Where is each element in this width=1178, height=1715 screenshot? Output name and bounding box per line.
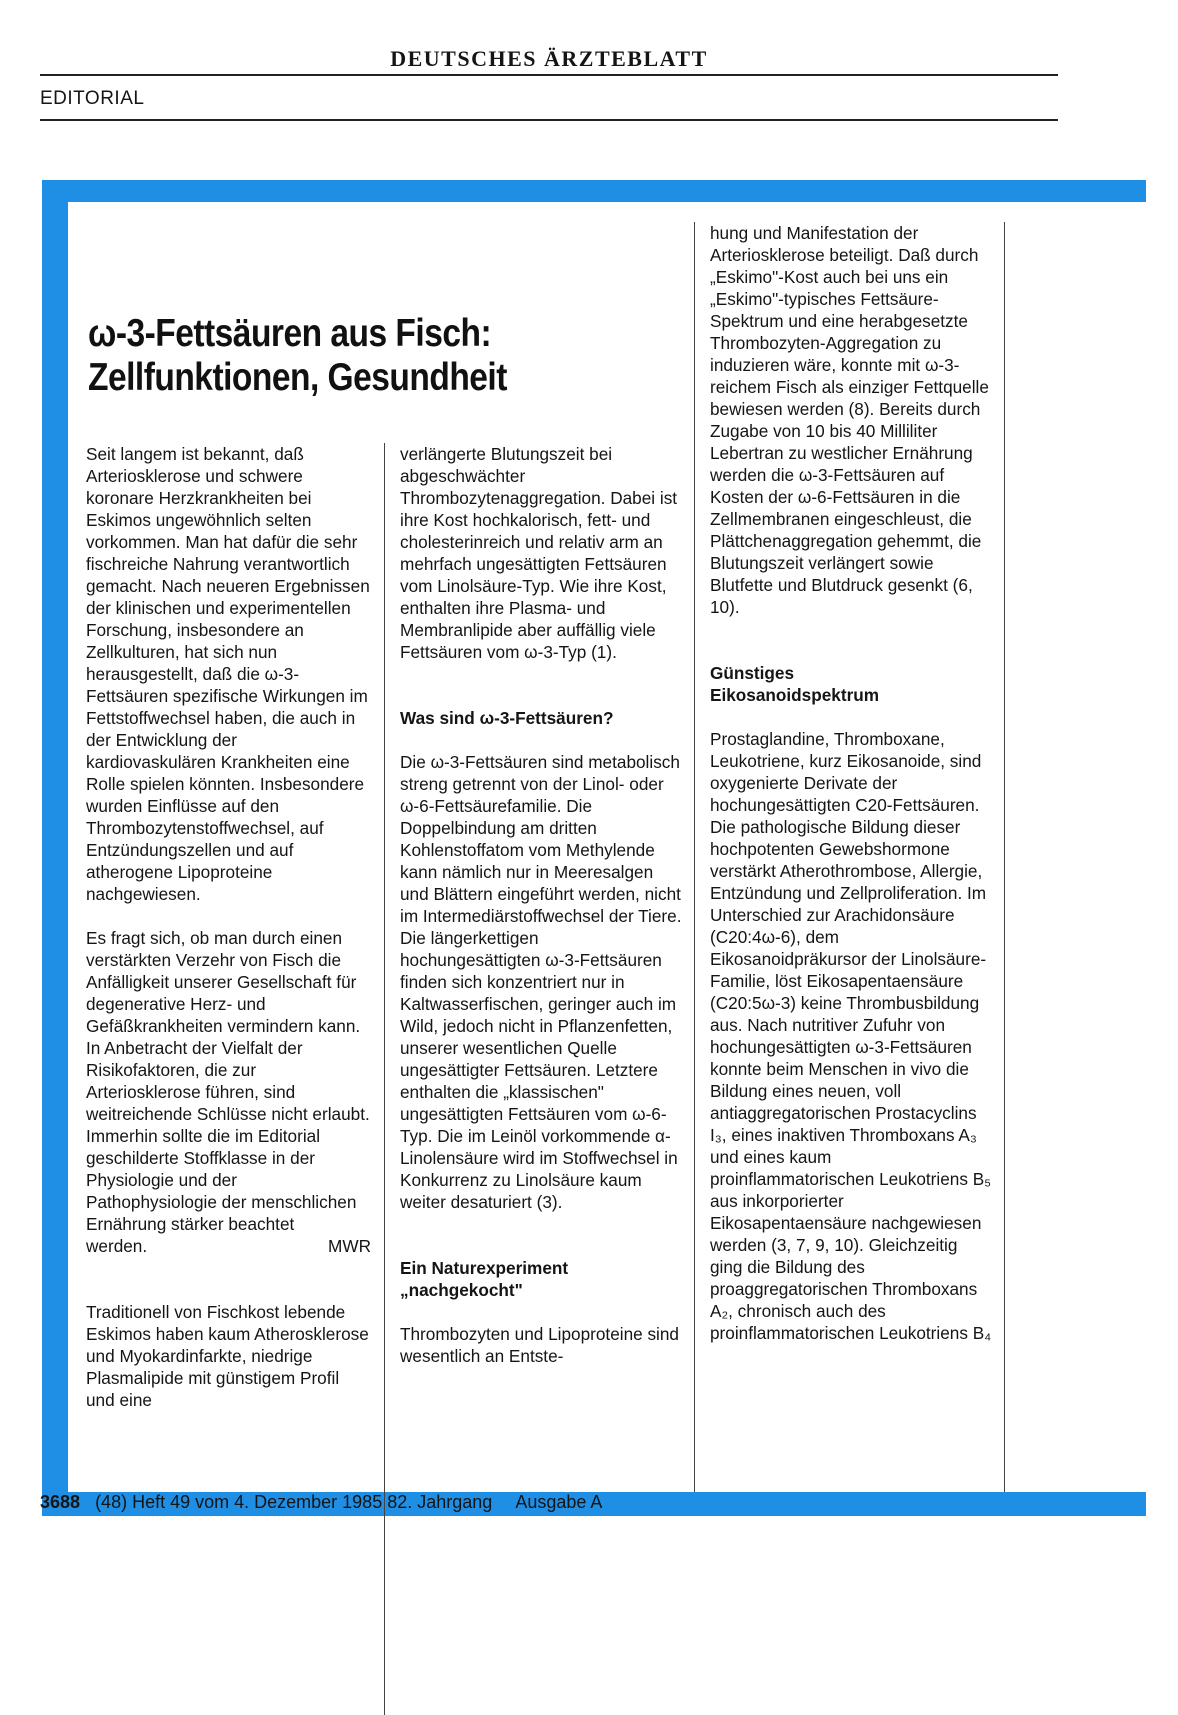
intro-paragraph-2-end: werden. xyxy=(86,1236,148,1256)
column-divider-3 xyxy=(1004,222,1005,1492)
column-divider-1 xyxy=(384,443,385,1715)
intro-paragraph-2: Es fragt sich, ob man durch einen verstärkten Verzehr von Fisch die Anfälligkeit unserer Gesellschaft für degenerative Herz- und Gefäßkrankheiten vermindern kann. In Anbetracht der Vielfalt der Risikofaktoren, die zur Arteriosklerose führen, sind weitreichende Schlüsse nicht erlaubt. Immerhin sollte die im Editorial geschilderte Stoffklasse in der Physiologie und der Pathophysiologie der menschlichen Ernährung stärker beachtet xyxy=(86,928,370,1234)
author-signature: MWR xyxy=(328,1236,371,1256)
article-headline xyxy=(88,312,570,400)
intro-paragraph-1: Seit langem ist bekannt, daß Arteriosklerose und schwere koronare Herzkrankheiten bei Eskimos ungewöhnlich selten vorkommen. Man hat dafür die sehr fischreiche Nahrung verantwortlich gemacht. Nach neueren Ergebnissen der klinischen und experimentellen Forschung, insbesondere an Zellkulturen, hat sich nun herausgestellt, daß die ω-3-Fettsäuren spezifische Wirkungen im Fettstoffwechsel haben, die auch in der Entwicklung der kardiovaskulären Krankheiten eine Rolle spielen könnten. Insbesondere wurden Einflüsse auf den Thrombozytenstoffwechsel, auf Entzündungszellen und auf atherogene Lipoproteine nachgewiesen. xyxy=(86,444,370,904)
edition-label: Ausgabe A xyxy=(515,1492,603,1512)
body-paragraph-1: Traditionell von Fischkost lebende Eskimos haben kaum Atherosklerose und Myokardinfarkte, niedrige Plasmalipide mit günstigem Profil und eine xyxy=(86,1302,369,1410)
subheading-eikosanoid xyxy=(710,662,994,706)
masthead-rule xyxy=(40,74,1058,76)
subheading-naturexperiment xyxy=(400,1257,682,1301)
body-paragraph-2: verlängerte Blutungszeit bei abgeschwächter Thrombozytenaggregation. Dabei ist ihre Kost hochkalorisch, fett- und cholesterinreich und relativ arm an mehrfach ungesättigten Fettsäuren vom Linolsäure-Typ. Wie ihre Kost, enthalten ihre Plasma- und Membranlipide aber auffällig viele Fettsäuren vom ω-3-Typ (1). xyxy=(400,444,678,662)
body-paragraph-5: hung und Manifestation der Arteriosklerose beteiligt. Daß durch „Eskimo"-Kost auch bei uns ein „Eskimo"-typisches Fettsäure-Spektrum und eine herabgesetzte Thrombozyten-Aggregation zu induzieren wäre, konnte mit ω-3-reichem Fisch als einziger Fettquelle bewiesen werden (8). Bereits durch Zugabe von 10 bis 40 Milliliter Lebertran zu westlicher Ernährung werden die ω-3-Fettsäuren auf Kosten der ω-6-Fettsäuren in die Zellmembranen eingeschleust, die Plättchenaggregation gehemmt, die Blutungszeit verlängert sowie Blutfette und Blutdruck gesenkt (6, 10). xyxy=(710,223,989,617)
body-paragraph-3: Die ω-3-Fettsäuren sind metabolisch streng getrennt von der Linol- oder ω-6-Fettsäurefamilie. Die Doppelbindung am dritten Kohlenstoffatom vom Methylende kann nämlich nur in Meeresalgen und Blättern eingeführt werden, nicht im Intermediärstoffwechsel der Tiere. Die längerkettigen hochungesättigten ω-3-Fettsäuren finden sich konzentriert nur in Kaltwasserfischen, geringer auch im Wild, jedoch nicht in Pflanzenfetten, unserer wesentlichen Quelle ungesättigter Fettsäuren. Letztere enthalten die „klassischen" ungesättigten Fettsäuren vom ω-6-Typ. Die im Leinöl vorkommende α-Linolensäure wird im Stoffwechsel in Konkurrenz zu Linolsäure kaum weiter desaturiert (3). xyxy=(400,752,682,1212)
journal-title: DEUTSCHES ÄRZTEBLATT xyxy=(390,46,708,71)
subheading-naturexperiment-line-1: Ein Naturexperiment xyxy=(400,1258,569,1278)
subheading-eikosanoid-line-1: Günstiges xyxy=(710,663,795,683)
issue-info: (48) Heft 49 vom 4. Dezember 1985 82. Jahrgang xyxy=(95,1492,493,1512)
signature-line xyxy=(86,1235,371,1257)
body-paragraph-6: Prostaglandine, Thromboxane, Leukotriene, kurz Eikosanoide, sind oxygenierte Derivate der hochungesättigten C20-Fettsäuren. Die pathologische Bildung dieser hochpotenten Gewebshormone verstärkt Atherothrombose, Allergie, Entzündung und Zellproliferation. Im Unterschied zur Arachidonsäure (C20:4ω-6), dem Eikosanoidpräkursor der Linolsäure-Familie, löst Eikosapentaensäure (C20:5ω-3) keine Thrombusbildung aus. Nach nutritiver Zufuhr von hochungesättigten ω-3-Fettsäuren konnte beim Menschen in vivo die Bildung eines neuen, voll antiaggregatorischen Prostacyclins I₃, eines inaktiven Thromboxans A₃ und eines kaum proinflammatorischen Leukotriens B₅ aus inkorporierter Eikosapentaensäure nachgewiesen werden (3, 7, 9, 10). Gleichzeitig ging die Bildung des proaggregatorischen Thromboxans A₂, chronisch auch des proinflammatorischen Leukotriens B₄ xyxy=(710,729,992,1343)
headline-line-1: ω-3-Fettsäuren aus Fisch: xyxy=(88,312,492,355)
subheading-eikosanoid-line-2: Eikosanoidspektrum xyxy=(710,685,880,705)
subheading-omega3: Was sind ω-3-Fettsäuren? xyxy=(400,708,614,728)
section-label: EDITORIAL xyxy=(40,88,145,109)
page-footer xyxy=(40,1492,602,1513)
column-divider-2 xyxy=(694,222,695,1492)
column-1 xyxy=(86,443,371,1411)
subheading-naturexperiment-line-2: „nachgekocht" xyxy=(400,1280,523,1300)
column-2 xyxy=(400,443,682,1367)
body-paragraph-4: Thrombozyten und Lipoproteine sind wesentlich an Entste- xyxy=(400,1324,679,1366)
headline-line-2: Zellfunktionen, Gesundheit xyxy=(88,356,507,399)
section-rule xyxy=(40,119,1058,121)
page-number: 3688 xyxy=(40,1492,81,1512)
column-3 xyxy=(710,222,994,1344)
